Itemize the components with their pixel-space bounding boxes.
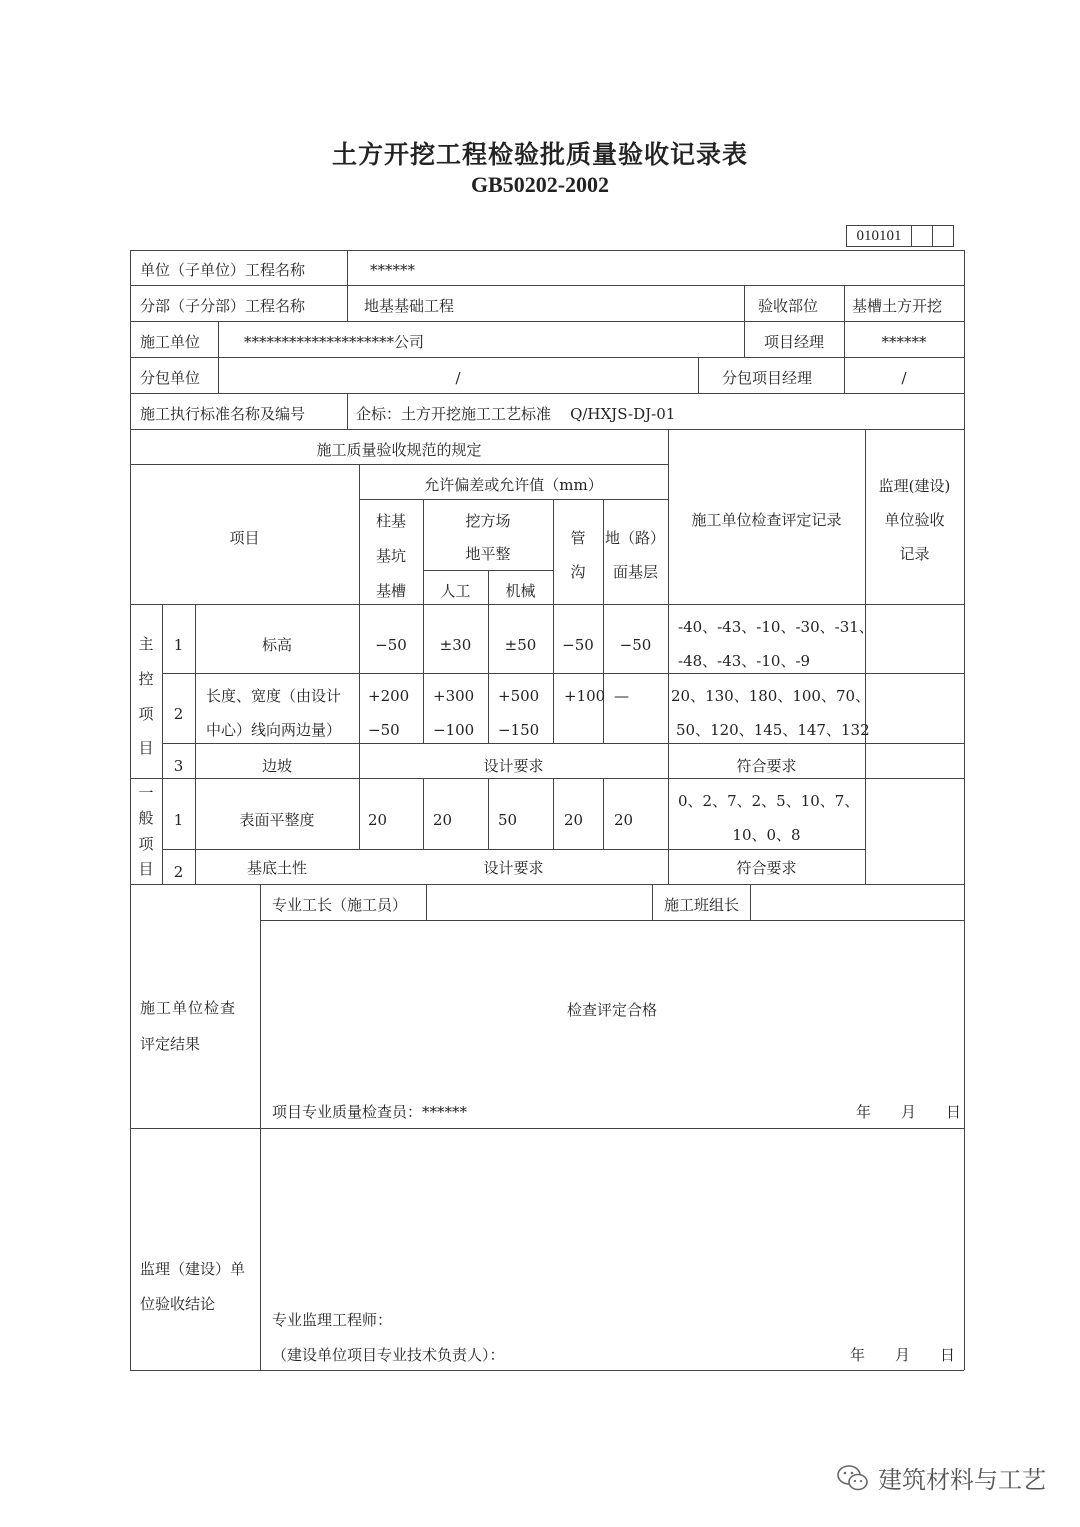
general-row1-c: 20	[564, 811, 584, 829]
supervise-header-2: 单位验收	[884, 511, 945, 529]
main-row1-d: −50	[619, 636, 652, 654]
team-leader-label: 施工班组长	[664, 896, 740, 914]
wechat-icon	[836, 1464, 870, 1492]
main-group-2: 控	[138, 670, 154, 688]
subcontractor-label: 分包单位	[140, 369, 201, 387]
code-blank-1	[911, 225, 933, 247]
main-row3-name: 边坡	[261, 757, 292, 775]
supervision-engineer: 专业监理工程师：	[272, 1311, 393, 1329]
main-row2-record-1: 20、130、180、100、70、	[671, 687, 871, 705]
main-row1-record-1: -40、-43、-10、-30、-31、	[678, 618, 874, 636]
result-label-2: 评定结果	[140, 1035, 201, 1053]
general-row1-b2: 50	[498, 811, 518, 829]
main-row1-record-2: -48、-43、-10、-9	[678, 652, 811, 670]
col-leveling-1: 挖方场	[465, 512, 511, 530]
main-row3-record: 符合要求	[736, 757, 797, 775]
supervision-label-2: 位验收结论	[140, 1295, 216, 1313]
supervise-header-3: 记录	[899, 545, 930, 563]
sub-pm-value: /	[901, 369, 907, 387]
main-row2-name-2: 中心）线向两边量）	[206, 721, 342, 739]
main-row2-c: +100	[564, 687, 606, 705]
main-row3-no: 3	[173, 757, 184, 775]
constructor-value: ********************公司	[244, 333, 425, 351]
main-row2-d: —	[614, 687, 629, 705]
supervise-header-1: 监理(建设)	[878, 477, 951, 495]
project-manager-value: ******	[881, 333, 927, 351]
inspection-form	[130, 250, 964, 1370]
page-title: 土方开挖工程检验批质量验收记录表	[331, 140, 748, 169]
supervision-date: 年 月 日	[850, 1346, 956, 1364]
general-row1-no: 1	[173, 811, 184, 829]
main-row2-b2-2: −150	[498, 721, 540, 739]
sub-pm-label: 分包项目经理	[722, 369, 813, 387]
main-row1-c: −50	[562, 636, 594, 654]
form-code: 010101	[846, 225, 912, 247]
col-pit-3: 基槽	[375, 582, 406, 600]
check-record-header: 施工单位检查评定记录	[691, 511, 842, 529]
col-road-2: 面基层	[612, 563, 658, 581]
general-row1-record-2: 10、0、8	[732, 826, 801, 844]
main-row2-record-2: 50、120、145、147、132	[676, 721, 870, 739]
col-pit-1: 柱基	[375, 512, 406, 530]
tolerance-header: 允许偏差或允许值（mm）	[424, 476, 603, 494]
general-row2-name: 基底土性	[246, 859, 307, 877]
main-row2-name-1: 长度、宽度（由设计	[206, 687, 342, 705]
general-row2-req: 设计要求	[483, 859, 544, 877]
col-leveling-2: 地平整	[465, 545, 511, 563]
spec-title: 施工质量验收规范的规定	[316, 441, 482, 459]
watermark-text: 建筑材料与工艺	[878, 1466, 1046, 1494]
form-code-box	[846, 225, 953, 247]
result-conclusion: 检查评定合格	[566, 1001, 657, 1019]
division-name-value: 地基基础工程	[364, 297, 455, 315]
col-manual: 人工	[440, 582, 471, 600]
division-name-label: 分部（子分部）工程名称	[140, 297, 306, 315]
general-group-1: 一	[138, 784, 154, 802]
general-group-3: 项	[138, 835, 154, 853]
col-machine: 机械	[505, 582, 536, 600]
main-row2-b2-1: +500	[498, 687, 540, 705]
standard-label: 施工执行标准名称及编号	[140, 405, 306, 423]
project-manager-label: 项目经理	[764, 333, 825, 351]
result-label-1: 施工单位检查	[140, 999, 237, 1017]
general-row2-record: 符合要求	[736, 859, 797, 877]
main-row2-b1-1: +300	[433, 687, 475, 705]
accept-part-value: 基槽土方开挖	[852, 297, 943, 315]
main-row2-no: 2	[173, 705, 184, 723]
foreman-label: 专业工长（施工员）	[272, 896, 408, 914]
supervision-tech-lead: （建设单位项目专业技术负责人）：	[272, 1346, 505, 1364]
general-row1-name: 表面平整度	[239, 811, 315, 829]
constructor-label: 施工单位	[140, 333, 201, 351]
main-group-4: 目	[138, 739, 154, 757]
main-row1-name: 标高	[261, 636, 292, 654]
main-row2-b1-2: −100	[433, 721, 475, 739]
standard-code: GB50202-2002	[470, 172, 610, 197]
main-row2-a-1: +200	[368, 687, 410, 705]
general-row1-d: 20	[614, 811, 634, 829]
accept-part-label: 验收部位	[758, 297, 819, 315]
general-row2-no: 2	[173, 863, 184, 881]
main-row3-req: 设计要求	[483, 757, 544, 775]
col-trench-2: 沟	[570, 563, 586, 581]
standard-value: 企标：土方开挖施工工艺标准 Q/HXJS-DJ-01	[356, 405, 676, 423]
code-blank-2	[932, 225, 954, 247]
main-group-3: 项	[138, 705, 154, 723]
watermark	[836, 1460, 1046, 1495]
main-row1-b2: ±50	[504, 636, 537, 654]
subcontractor-value: /	[455, 369, 461, 387]
unit-name-value: ******	[370, 261, 415, 279]
main-row1-no: 1	[173, 636, 184, 654]
unit-name-label: 单位（子单位）工程名称	[140, 261, 306, 279]
col-road-1: 地（路）	[605, 529, 666, 547]
supervision-label-1: 监理（建设）单	[140, 1260, 246, 1278]
general-group-2: 般	[138, 809, 154, 827]
general-row1-b1: 20	[433, 811, 453, 829]
item-header: 项目	[229, 529, 260, 547]
col-pit-2: 基坑	[375, 547, 406, 565]
general-row1-a: 20	[368, 811, 388, 829]
result-date: 年 月 日	[856, 1103, 962, 1121]
col-trench-1: 管	[570, 529, 586, 547]
main-row1-a: −50	[375, 636, 407, 654]
main-row1-b1: ±30	[439, 636, 472, 654]
quality-inspector: 项目专业质量检查员：******	[272, 1103, 468, 1121]
general-row1-record-1: 0、2、7、2、5、10、7、	[678, 792, 860, 810]
general-group-4: 目	[138, 860, 154, 878]
main-group-1: 主	[138, 635, 154, 653]
main-row2-a-2: −50	[368, 721, 400, 739]
